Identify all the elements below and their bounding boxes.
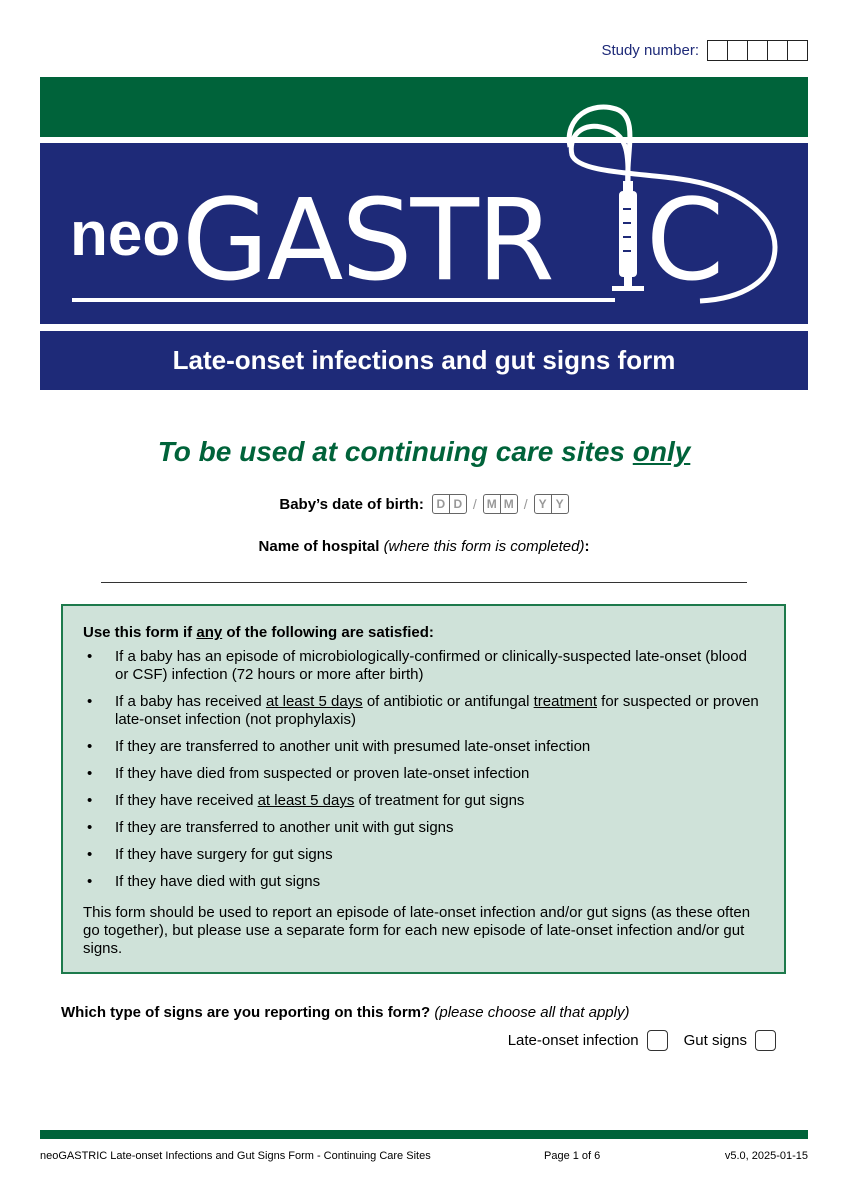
list-item: • If they are transferred to another unit with gut signs [83,819,763,837]
gut-signs-label: Gut signs [683,1032,747,1049]
list-item: • If they are transferred to another unit with presumed late-onset infection [83,738,763,756]
hospital-name-input[interactable] [101,582,747,583]
criteria-heading: Use this form if any of the following are satisfied: [83,624,434,641]
footer-form-name: neoGASTRIC Late-onset Infections and Gut Signs Form - Continuing Care Sites [40,1150,431,1162]
list-item: • If they have received at least 5 days of treatment for gut signs [83,792,763,810]
footer-bar [40,1130,808,1139]
list-item: • If a baby has received at least 5 days of antibiotic or antifungal treatment for suspected or proven late-onset infection (not prophylaxis) [83,693,763,729]
syringe-icon [612,181,644,291]
hospital-label: Name of hospital (where this form is completed): [258,538,590,555]
page-subtitle: To be used at continuing care sites only [157,436,691,467]
late-onset-infection-checkbox[interactable] [647,1030,668,1051]
banner [40,77,808,390]
list-item: • If they have died from suspected or proven late-onset infection [83,765,763,783]
study-number [601,40,808,61]
dob-label: Baby’s date of birth: [279,495,424,513]
study-number-box[interactable] [728,41,748,60]
banner-title-bar [40,331,808,390]
study-number-label: Study number: [601,42,699,59]
logo-gastric: GASTR [182,176,553,306]
date-of-birth: Baby’s date of birth: D D / M M / Y Y [0,494,848,514]
study-number-box[interactable] [768,41,788,60]
study-number-box[interactable] [748,41,768,60]
criteria-note: This form should be used to report an episode of late-onset infection and/or gut signs (as these often go together), but please use a separate form for each new episode of late-onset infection and/or gut signs. [83,904,751,957]
logo-neo: neo [70,200,181,269]
criteria-box [61,604,786,974]
late-onset-infection-label: Late-onset infection [507,1032,639,1049]
dob-month-field[interactable]: M M [483,494,518,514]
study-number-box[interactable] [708,41,728,60]
footer-page-number: Page 1 of 6 [544,1150,601,1162]
form-title: Late-onset infections and gut signs form [172,345,676,375]
logo-gastric-tail: C [646,176,725,306]
study-number-boxes[interactable] [707,40,808,61]
list-item: • If a baby has an episode of microbiologically-confirmed or clinically-suspected late-onset (blood or CSF) infection (72 hours or more after birth) [83,648,763,684]
criteria-list [83,648,763,900]
list-item: • If they have died with gut signs [83,873,763,891]
footer-version: v5.0, 2025-01-15 [724,1150,808,1162]
signs-options [508,1030,776,1051]
list-item: • If they have surgery for gut signs [83,846,763,864]
gut-signs-checkbox[interactable] [755,1030,776,1051]
neogastric-logo [40,77,808,324]
dob-day-field[interactable]: D D [432,494,467,514]
study-number-box[interactable] [788,41,807,60]
dob-year-field[interactable]: Y Y [534,494,569,514]
signs-question: Which type of signs are you reporting on this form? (please choose all that apply) [61,1004,630,1021]
